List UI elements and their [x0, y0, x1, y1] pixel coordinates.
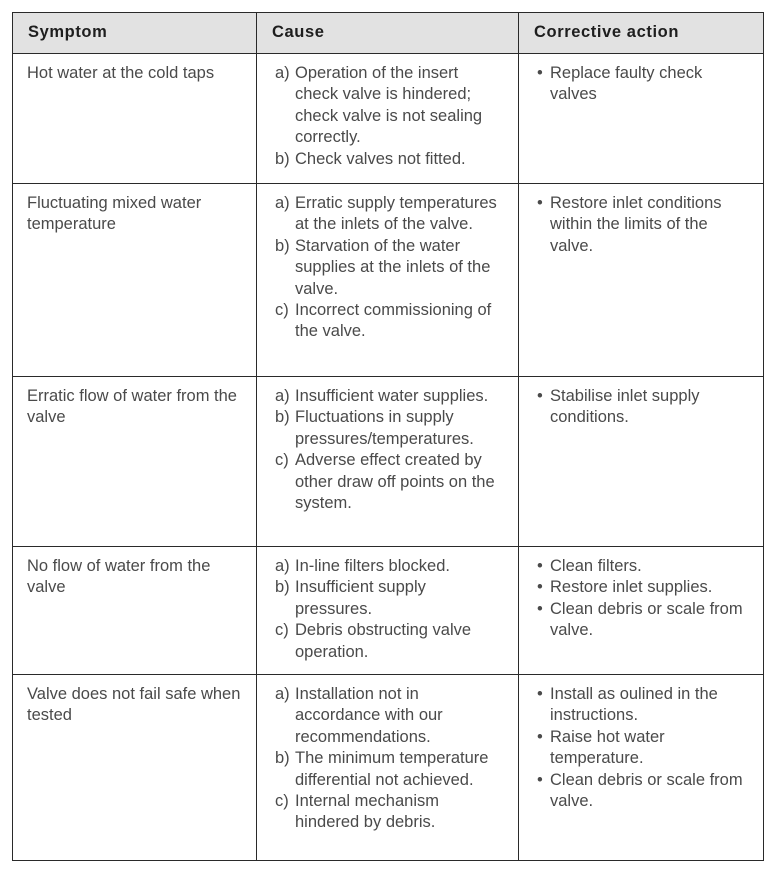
action-item — [537, 556, 749, 577]
action-text: Clean debris or scale from valve. — [550, 599, 743, 640]
action-item — [537, 63, 749, 106]
action-item — [537, 577, 749, 598]
cause-item — [275, 748, 504, 791]
cause-text: Installation not in accordance with our recommendations. — [295, 685, 443, 746]
cause-item — [275, 300, 504, 343]
action-cell — [519, 547, 764, 675]
cause-text: Adverse effect created by other draw off points on the system. — [295, 451, 495, 513]
header-row — [13, 13, 764, 54]
action-item — [537, 727, 749, 770]
table-row — [13, 377, 764, 547]
bullet-icon: • — [537, 387, 543, 405]
corrective-action-header: Corrective action — [519, 13, 764, 54]
cause-text: The minimum temperature differential not achieved. — [295, 749, 489, 789]
cause-marker: c) — [275, 301, 289, 320]
cause-marker: b) — [275, 749, 290, 768]
cause-cell — [257, 675, 519, 861]
cause-marker: a) — [275, 387, 290, 405]
action-cell — [519, 54, 764, 184]
cause-item — [275, 556, 504, 577]
cause-text: Fluctuations in supply pressures/temperatures. — [295, 408, 474, 448]
cause-marker: a) — [275, 64, 290, 82]
action-list — [537, 63, 749, 106]
bullet-icon: • — [537, 599, 543, 618]
action-item — [537, 193, 749, 257]
cause-item — [275, 236, 504, 300]
cause-marker: a) — [275, 557, 290, 575]
bullet-icon: • — [537, 578, 543, 597]
bullet-icon: • — [537, 194, 543, 212]
action-text: Raise hot water temperature. — [550, 727, 665, 768]
symptom-cell: Hot water at the cold taps — [13, 54, 257, 184]
table-row — [13, 675, 764, 861]
troubleshooting-table — [12, 12, 764, 861]
cause-marker: c) — [275, 451, 289, 470]
bullet-icon: • — [537, 64, 543, 82]
action-list — [537, 386, 749, 429]
cause-marker: a) — [275, 194, 290, 212]
cause-item — [275, 684, 504, 748]
cause-text: Insufficient supply pressures. — [295, 578, 426, 618]
action-cell — [519, 184, 764, 377]
cause-marker: c) — [275, 792, 289, 811]
cause-text: Starvation of the water supplies at the inlets of the valve. — [295, 236, 491, 298]
cause-list — [275, 684, 504, 834]
cause-marker: a) — [275, 685, 290, 703]
action-cell — [519, 377, 764, 547]
action-text: Replace faulty check valves — [550, 64, 703, 104]
cause-cell — [257, 54, 519, 184]
action-cell — [519, 675, 764, 861]
cause-marker: c) — [275, 621, 289, 640]
action-item — [537, 770, 749, 813]
cause-marker: b) — [275, 578, 290, 597]
cause-marker: b) — [275, 236, 290, 255]
action-text: Clean debris or scale from valve. — [550, 770, 743, 811]
action-list — [537, 556, 749, 642]
bullet-icon: • — [537, 770, 543, 789]
cause-text: Erratic supply temperatures at the inlets of the valve. — [295, 194, 497, 234]
cause-item — [275, 791, 504, 834]
table-row — [13, 184, 764, 377]
cause-list — [275, 556, 504, 663]
action-list — [537, 684, 749, 812]
cause-item — [275, 620, 504, 663]
action-text: Clean filters. — [550, 557, 642, 575]
cause-list — [275, 63, 504, 170]
action-text: Stabilise inlet supply conditions. — [550, 387, 700, 427]
cause-cell — [257, 547, 519, 675]
table-row — [13, 54, 764, 184]
action-text: Restore inlet conditions within the limits of the valve. — [550, 194, 722, 255]
action-item — [537, 684, 749, 727]
cause-marker: b) — [275, 149, 290, 168]
cause-item — [275, 577, 504, 620]
cause-cell — [257, 377, 519, 547]
symptom-header: Symptom — [13, 13, 257, 54]
symptom-cell: No flow of water from the valve — [13, 547, 257, 675]
symptom-cell: Fluctuating mixed water temperature — [13, 184, 257, 377]
cause-list — [275, 193, 504, 343]
cause-text: Internal mechanism hindered by debris. — [295, 792, 439, 832]
cause-item — [275, 407, 504, 450]
cause-item — [275, 63, 504, 149]
cause-text: Insufficient water supplies. — [295, 387, 489, 405]
cause-header: Cause — [257, 13, 519, 54]
cause-item — [275, 386, 504, 407]
table-row — [13, 547, 764, 675]
symptom-cell: Valve does not fail safe when tested — [13, 675, 257, 861]
cause-text: Incorrect commissioning of the valve. — [295, 301, 492, 341]
cause-text: Check valves not fitted. — [295, 149, 466, 168]
cause-item — [275, 193, 504, 236]
cause-text: In-line filters blocked. — [295, 557, 450, 575]
action-text: Install as oulined in the instructions. — [550, 685, 718, 725]
action-item — [537, 599, 749, 642]
bullet-icon: • — [537, 727, 543, 746]
action-text: Restore inlet supplies. — [550, 578, 713, 597]
action-list — [537, 193, 749, 257]
cause-text: Operation of the insert check valve is hindered; check valve is not sealing correctly. — [295, 64, 483, 147]
cause-item — [275, 149, 504, 170]
bullet-icon: • — [537, 685, 543, 703]
cause-list — [275, 386, 504, 514]
bullet-icon: • — [537, 557, 543, 575]
cause-text: Debris obstructing valve operation. — [295, 621, 472, 661]
cause-marker: b) — [275, 408, 290, 427]
action-item — [537, 386, 749, 429]
cause-item — [275, 450, 504, 514]
symptom-cell: Erratic flow of water from the valve — [13, 377, 257, 547]
cause-cell — [257, 184, 519, 377]
